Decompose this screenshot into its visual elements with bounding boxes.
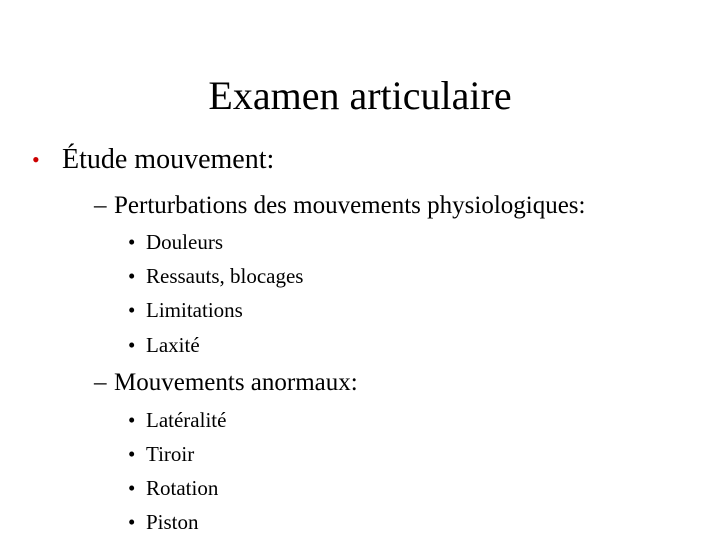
list-item-text: Latéralité xyxy=(146,408,227,432)
bullet-icon: • xyxy=(128,298,136,322)
list-item xyxy=(128,405,227,435)
red-bullet-icon: • xyxy=(32,147,40,172)
list-item xyxy=(128,261,304,291)
bullet-icon: • xyxy=(128,510,136,534)
dash-marker: – xyxy=(94,192,107,219)
section-heading-text: Mouvements anormaux: xyxy=(114,369,358,396)
section-heading-text: Perturbations des mouvements physiologiques: xyxy=(114,192,586,219)
bullet-icon: • xyxy=(128,264,136,288)
dash-marker: – xyxy=(94,369,107,396)
list-item-text: Limitations xyxy=(146,298,243,322)
bullet-icon: • xyxy=(128,442,136,466)
list-item-text: Laxité xyxy=(146,333,200,357)
bullet-icon: • xyxy=(128,476,136,500)
list-item xyxy=(128,507,199,537)
bullet-icon: • xyxy=(128,333,136,357)
list-item xyxy=(128,227,223,257)
section-heading-perturbations xyxy=(94,189,586,223)
bullet-etude-mouvement xyxy=(32,140,275,180)
bullet-icon: • xyxy=(128,408,136,432)
list-item-text: Tiroir xyxy=(146,442,195,466)
bullet-text: Étude mouvement: xyxy=(62,144,275,175)
list-item xyxy=(128,473,219,503)
list-item xyxy=(128,330,200,360)
list-item-text: Douleurs xyxy=(146,230,223,254)
list-item xyxy=(128,295,243,325)
list-item-text: Piston xyxy=(146,510,199,534)
list-item-text: Ressauts, blocages xyxy=(146,264,304,288)
bullet-icon: • xyxy=(128,230,136,254)
slide-title: Examen articulaire xyxy=(208,73,512,118)
section-heading-mouvements-anormaux xyxy=(94,366,358,400)
list-item-text: Rotation xyxy=(146,476,219,500)
list-item xyxy=(128,439,195,469)
